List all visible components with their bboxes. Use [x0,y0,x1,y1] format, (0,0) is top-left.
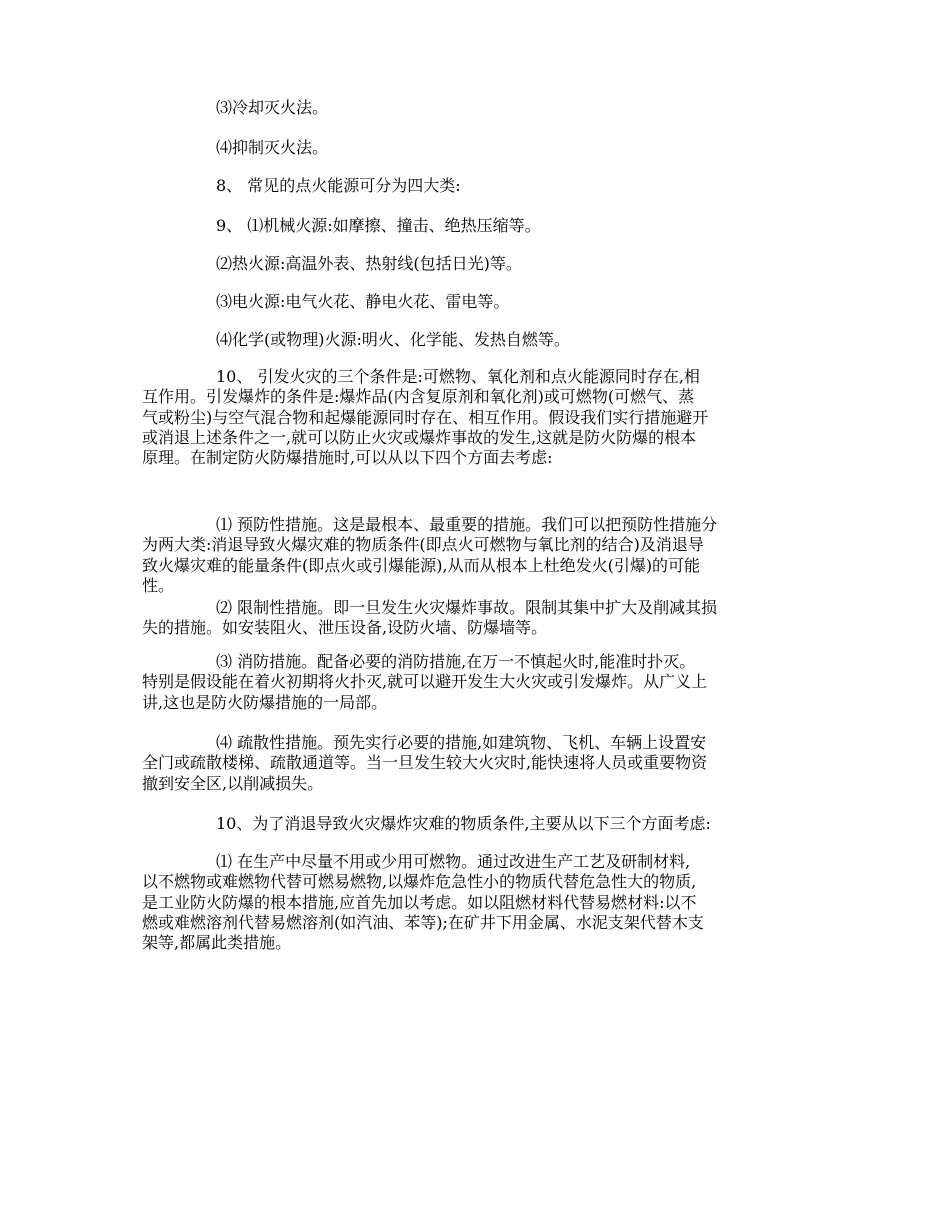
paragraph-limiting-measures [142,598,812,639]
paragraph-preventive-measures [142,515,812,596]
paragraph-line: 互作用。引发爆炸的条件是:爆炸品(内含复原剂和氧化剂)或可燃物(可燃气、蒸 [142,387,695,407]
paragraph-line: 是工业防火防爆的根本措施,应首先加以考虑。如以阻燃材料代替易燃材料:以不 [142,892,697,912]
paragraph-line: 或消退上述条件之一,就可以防止火灾或爆炸事故的发生,这就是防火防爆的根本 [142,427,697,447]
paragraph-line: 燃或难燃溶剂代替易燃溶剂(如汽油、苯等);在矿井下用金属、水泥支架代替木支 [142,912,704,932]
text-line: ⑶电火源:电气火花、静电火花、雷电等。 [216,292,510,311]
paragraph-line: 讲,这也是防火防爆措施的一局部。 [142,692,388,712]
text-line: ⑵热火源:高温外表、热射线(包括日光)等。 [216,254,522,273]
paragraph-line: 为两大类:消退导致火爆灾难的物质条件(即点火可燃物与氧比剂的结合)及消退导 [142,535,704,555]
text-line: ⑷化学(或物理)火源:明火、化学能、发热自燃等。 [216,330,570,349]
text-line: ⑷抑制灭火法。 [216,138,329,157]
paragraph-line: 特别是假设能在着火初期将火扑灭,就可以避开发生大火灾或引发爆炸。从广义上 [142,672,708,692]
paragraph-line: ⑴ 预防性措施。这是最根本、最重要的措施。我们可以把预防性措施分 [216,515,718,534]
paragraph-line: ⑶ 消防措施。配备必要的消防措施,在万一不慎起火时,能准时扑灭。 [216,652,696,671]
paragraph-line: 性。 [142,575,175,595]
paragraph-line: ⑵ 限制性措施。即一旦发生火灾爆炸事故。限制其集中扩大及削减其损 [216,598,718,617]
paragraph-line: 失的措施。如安装阻火、泄压设备,设防火墙、防爆墙等。 [142,618,548,638]
text-line: 10、为了消退导致火灾爆炸灾难的物质条件,主要从以下三个方面考虑: [216,814,711,833]
paragraph-line: 10、 引发火灾的三个条件是:可燃物、氧化剂和点火能源同时存在,相 [216,367,700,386]
paragraph-line: 撤到安全区,以削减损失。 [142,773,324,793]
paragraph-line: 全门或疏散楼梯、疏散通道等。当一旦发生较大火灾时,能快速将人员或重要物资 [142,753,708,773]
paragraph-line: 致火爆灾难的能量条件(即点火或引爆能源),从而从根本上杜绝发火(引爆)的可能 [142,555,701,575]
paragraph-firefighting-measures [142,652,812,713]
paragraph-line: 以不燃物或难燃物代替可燃易燃物,以爆炸危急性小的物质代替危急性大的物质, [142,872,697,892]
paragraph-reduce-combustibles [142,852,812,953]
paragraph-line: 气或粉尘)与空气混合物和起爆能源同时存在、相互作用。假设我们实行措施避开 [142,407,709,427]
text-line: 9、 ⑴机械火源:如摩擦、撞击、绝热压缩等。 [216,216,541,235]
paragraph-line: ⑷ 疏散性措施。预先实行必要的措施,如建筑物、飞机、车辆上设置安 [216,733,707,752]
paragraph-fire-conditions [142,367,812,468]
text-line: 8、 常见的点火能源可分为四大类: [216,176,461,195]
paragraph-line: 原理。在制定防火防爆措施时,可以从以下四个方面去考虑: [142,448,553,468]
text-line: ⑶冷却灭火法。 [216,98,329,117]
paragraph-evacuation-measures [142,733,812,794]
paragraph-line: ⑴ 在生产中尽量不用或少用可燃物。通过改进生产工艺及研制材料, [216,852,691,871]
paragraph-line: 架等,都属此类措施。 [142,933,292,953]
